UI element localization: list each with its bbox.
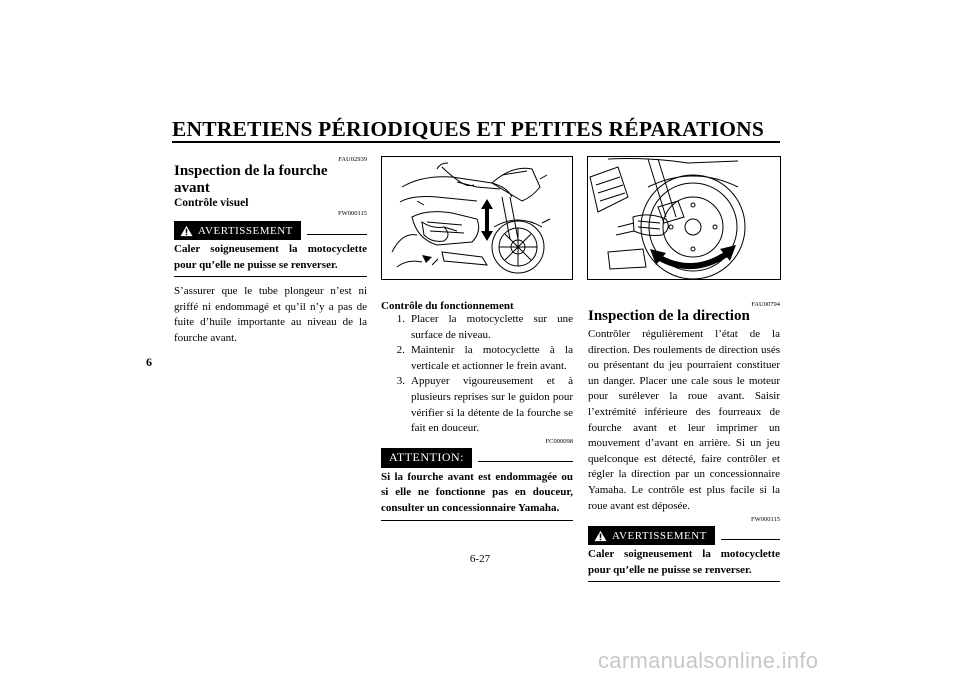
step-text: Maintenir la motocyclette à la verticale et actionner le frein avant. — [411, 344, 573, 372]
warning-text: Caler soigneusement la motocyclette pour qu’elle ne puisse se renverser. — [174, 243, 367, 271]
warning-header-rule — [307, 234, 367, 235]
page-title: ENTRETIENS PÉRIODIQUES ET PETITES RÉPARATIONS — [172, 117, 765, 141]
reference-code: FAU00794 — [751, 301, 780, 308]
header-rule — [172, 141, 780, 143]
watermark: carmanualsonline.info — [598, 648, 819, 673]
chapter-tab: 6 — [146, 355, 152, 369]
reference-code: FW000115 — [750, 516, 780, 524]
step-number: 1. — [396, 313, 405, 325]
warning-header — [588, 526, 780, 545]
warning-bottom-rule — [174, 276, 367, 277]
reference-code: FAU02939 — [338, 156, 367, 163]
motorcycle-fork-illustration — [382, 157, 572, 279]
step-text: Appuyer vigoureusement et à plusieurs reprises sur le guidon pour vérifier si la détente de la fourche se fait en douceur. — [411, 375, 573, 435]
caution-badge — [381, 448, 472, 468]
list-item — [381, 374, 573, 436]
warning-triangle-icon — [594, 530, 607, 542]
caution-label: ATTENTION: — [389, 450, 464, 465]
section-heading-fork: Inspection de la fourche avant — [174, 163, 328, 196]
caution-text: Si la fourche avant est endommagée ou si elle ne fonctionne pas en douceur, consulter un concessionnaire Yamaha. — [381, 470, 573, 514]
warning-label: AVERTISSEMENT — [198, 224, 293, 237]
left-column — [174, 156, 367, 347]
figure-fork-operation — [381, 156, 573, 280]
steering-body: Contrôler régulièrement l’état de la direction. Des roulements de direction usés ou présentant du jeu pourraient constituer un danger. Placer une cale sous le moteur pour surélever la roue avant. Saisir l’extrémité inférieure des fourreaux de fourche avant et leur imprimer un mouvement d’avant en arrière. Si un jeu quelconque est détecté, faire contrôler et régler la direction par un concessionnaire Yamaha. Le contrôle est plus facile si la roue avant est déposée. — [588, 328, 780, 512]
warning-triangle-icon — [180, 225, 193, 237]
list-item — [381, 343, 573, 374]
warning-label: AVERTISSEMENT — [612, 529, 707, 542]
reference-code: FC000098 — [545, 437, 573, 445]
steering-check-illustration — [588, 157, 780, 279]
warning-header — [174, 221, 367, 240]
subheading-operation: Contrôle du fonctionnement — [381, 300, 514, 312]
reference-code: FW000115 — [337, 210, 367, 217]
caution-header — [381, 448, 573, 468]
page-number: 6-27 — [469, 553, 491, 565]
warning-box — [588, 526, 780, 582]
warning-text: Caler soigneusement la motocyclette pour qu’elle ne puisse se renverser. — [588, 548, 780, 576]
caution-header-rule — [478, 461, 573, 462]
step-number: 3. — [396, 375, 405, 388]
warning-header-rule — [721, 539, 780, 540]
warning-box — [174, 221, 367, 277]
step-text: Placer la motocyclette sur une surface de niveau. — [411, 313, 573, 341]
right-column — [588, 301, 780, 582]
operation-steps — [381, 312, 573, 437]
warning-bottom-rule — [588, 581, 780, 582]
warning-badge — [588, 526, 715, 545]
step-number: 2. — [396, 344, 405, 357]
warning-badge — [174, 221, 301, 240]
section-heading-steering: Inspection de la direction — [588, 308, 750, 324]
fork-visual-body: S’assurer que le tube plongeur n’est ni griffé ni endommagé et qu’il n’y a pas de fuite d’huile importante au niveau de la fourche avant. — [174, 285, 367, 344]
list-item — [381, 312, 573, 343]
subheading-visual: Contrôle visuel — [174, 197, 249, 209]
caution-box — [381, 448, 573, 521]
figure-steering-inspection — [587, 156, 781, 280]
caution-bottom-rule — [381, 520, 573, 521]
middle-column — [381, 300, 573, 521]
